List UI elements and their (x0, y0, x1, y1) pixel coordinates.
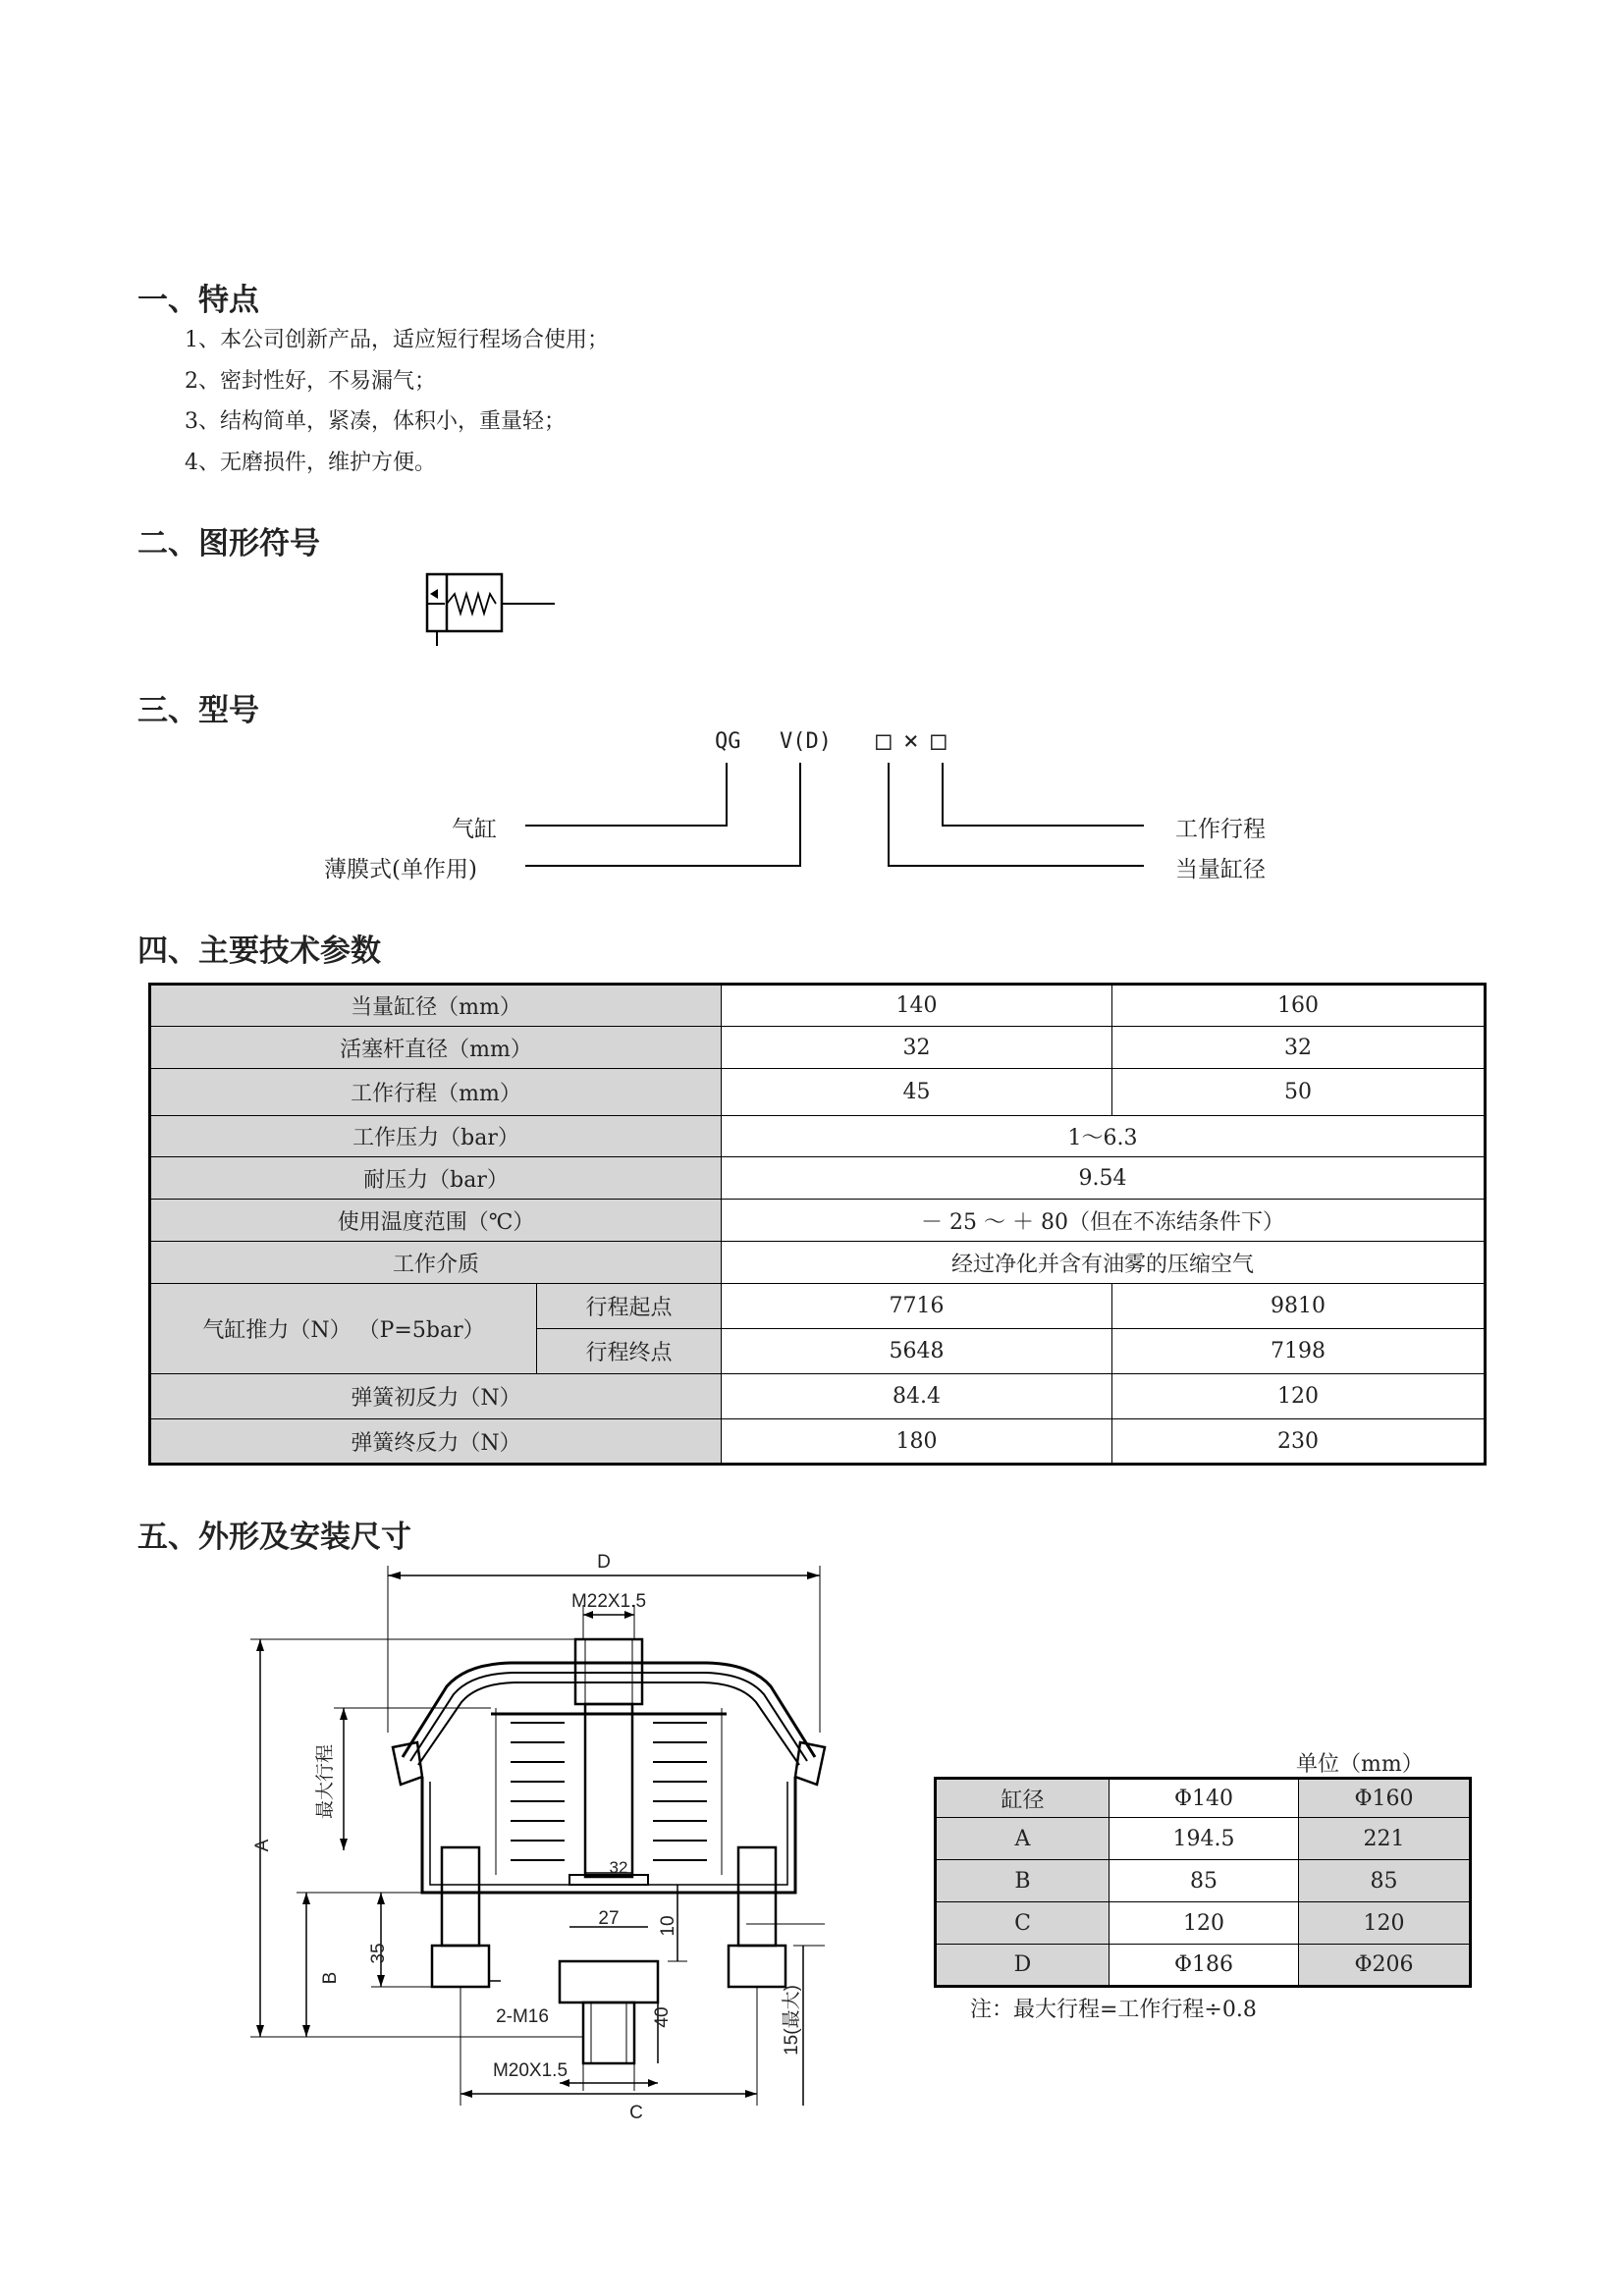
dim-label-M20: M20X1.5 (492, 2060, 568, 2081)
dim-row (936, 1818, 1471, 1860)
dim-cell: 85 (1110, 1860, 1299, 1902)
spec-row-pressure (150, 1116, 1486, 1157)
dim-label-M16: 2-M16 (496, 2006, 549, 2027)
features-title: 一、特点 (137, 283, 259, 318)
dim-cell: 120 (1299, 1902, 1471, 1945)
spec-row-temp (150, 1200, 1486, 1242)
dim-label-C: C (629, 2103, 643, 2123)
spec-row-spring-final (150, 1419, 1486, 1465)
spec-row-proof (150, 1157, 1486, 1200)
pneumatic-symbol-icon (417, 567, 565, 651)
dim-label-15-max: 15(最大) (782, 1985, 802, 2056)
spec-row-rod (150, 1027, 1486, 1069)
dim-label-10: 10 (658, 1915, 678, 1937)
dim-label-27: 27 (598, 1908, 620, 1929)
model-label-cylinder: 气缸 (452, 817, 497, 842)
spec-row-bore (150, 985, 1486, 1027)
dim-table (934, 1777, 1472, 1988)
spec-sublabel: 行程终点 (537, 1329, 722, 1374)
spec-value: 45 (722, 1069, 1112, 1116)
spec-label: 弹簧终反力（N） (150, 1419, 722, 1465)
dim-cell: 85 (1299, 1860, 1471, 1902)
spec-value: 230 (1112, 1419, 1486, 1465)
model-code-box1: □ (876, 726, 892, 756)
dim-cell: 120 (1110, 1902, 1299, 1945)
dim-label-35: 35 (368, 1943, 389, 1964)
dim-header-cell: 缸径 (936, 1779, 1110, 1818)
feature-item: 3、结构简单，紧凑，体积小，重量轻； (185, 409, 566, 434)
spec-row-thrust-start (150, 1284, 1486, 1329)
dim-header-cell: Φ140 (1110, 1779, 1299, 1818)
spec-label: 工作介质 (150, 1242, 722, 1284)
dim-cell: C (936, 1902, 1110, 1945)
dim-cell: 194.5 (1110, 1818, 1299, 1860)
spec-value: 7716 (722, 1284, 1112, 1329)
spec-value: 9.54 (722, 1157, 1486, 1200)
spec-label: 使用温度范围（℃） (150, 1200, 722, 1242)
dim-cell: Φ206 (1299, 1945, 1471, 1987)
spec-value: 9810 (1112, 1284, 1486, 1329)
spec-label: 弹簧初反力（N） (150, 1374, 722, 1419)
spec-label: 工作压力（bar） (150, 1116, 722, 1157)
model-title: 三、型号 (137, 693, 259, 728)
specs-title: 四、主要技术参数 (137, 934, 381, 969)
dim-header-cell: Φ160 (1299, 1779, 1471, 1818)
dim-label-40: 40 (652, 2006, 673, 2028)
spec-value: 120 (1112, 1374, 1486, 1419)
dim-cell: Φ186 (1110, 1945, 1299, 1987)
spec-row-medium (150, 1242, 1486, 1284)
spec-value: 5648 (722, 1329, 1112, 1374)
spec-table (148, 983, 1487, 1466)
model-label-bore: 当量缸径 (1175, 857, 1266, 882)
spec-label: 活塞杆直径（mm） (150, 1027, 722, 1069)
spec-value: 180 (722, 1419, 1112, 1465)
dim-label-max-stroke: 最大行程 (315, 1743, 336, 1820)
spec-row-stroke (150, 1069, 1486, 1116)
spec-sublabel: 行程起点 (537, 1284, 722, 1329)
spec-value: 50 (1112, 1069, 1486, 1116)
dim-row (936, 1860, 1471, 1902)
spec-value: 经过净化并含有油雾的压缩空气 (722, 1242, 1486, 1284)
dim-cell: A (936, 1818, 1110, 1860)
spec-value: 7198 (1112, 1329, 1486, 1374)
dim-cell: B (936, 1860, 1110, 1902)
model-code-vd: V(D) (780, 729, 832, 754)
spec-label: 气缸推力（N） （P=5bar） (150, 1284, 537, 1374)
dimensions-title: 五、外形及安装尺寸 (137, 1520, 411, 1555)
spec-value: 32 (1112, 1027, 1486, 1069)
dim-cell: D (936, 1945, 1110, 1987)
model-leader-lines (511, 758, 1159, 885)
dim-note: 注：最大行程=工作行程÷0.8 (970, 1998, 1257, 2022)
model-code-qg: QG (715, 729, 741, 754)
dim-label-A: A (252, 1839, 273, 1852)
spec-label: 工作行程（mm） (150, 1069, 722, 1116)
dim-row-header (936, 1779, 1471, 1818)
dim-label-B: B (320, 1971, 341, 1985)
spec-value: 140 (722, 985, 1112, 1027)
cylinder-drawing (236, 1541, 864, 2123)
dim-label-M22: M22X1.5 (570, 1591, 647, 1612)
feature-item: 4、无磨损件，维护方便。 (185, 451, 436, 475)
spec-label: 当量缸径（mm） (150, 985, 722, 1027)
model-label-stroke: 工作行程 (1175, 817, 1266, 842)
dim-unit: 单位（mm） (1296, 1752, 1424, 1777)
dim-cell: 221 (1299, 1818, 1471, 1860)
dim-row (936, 1945, 1471, 1987)
model-label-membrane: 薄膜式(单作用) (324, 857, 477, 882)
dim-label-D: D (597, 1552, 611, 1573)
dim-label-32: 32 (609, 1858, 628, 1877)
feature-item: 2、密封性好，不易漏气； (185, 369, 436, 394)
spec-value: 1～6.3 (722, 1116, 1486, 1157)
feature-item: 1、本公司创新产品，适应短行程场合使用； (185, 328, 609, 352)
spec-row-spring-init (150, 1374, 1486, 1419)
spec-label: 耐压力（bar） (150, 1157, 722, 1200)
model-code-times: × (903, 726, 919, 756)
spec-value: － 25 ～ ＋ 80（但在不冻结条件下） (722, 1200, 1486, 1242)
model-code-box2: □ (931, 726, 947, 756)
symbol-title: 二、图形符号 (137, 526, 320, 561)
spec-value: 160 (1112, 985, 1486, 1027)
dim-row (936, 1902, 1471, 1945)
spec-value: 84.4 (722, 1374, 1112, 1419)
spec-value: 32 (722, 1027, 1112, 1069)
